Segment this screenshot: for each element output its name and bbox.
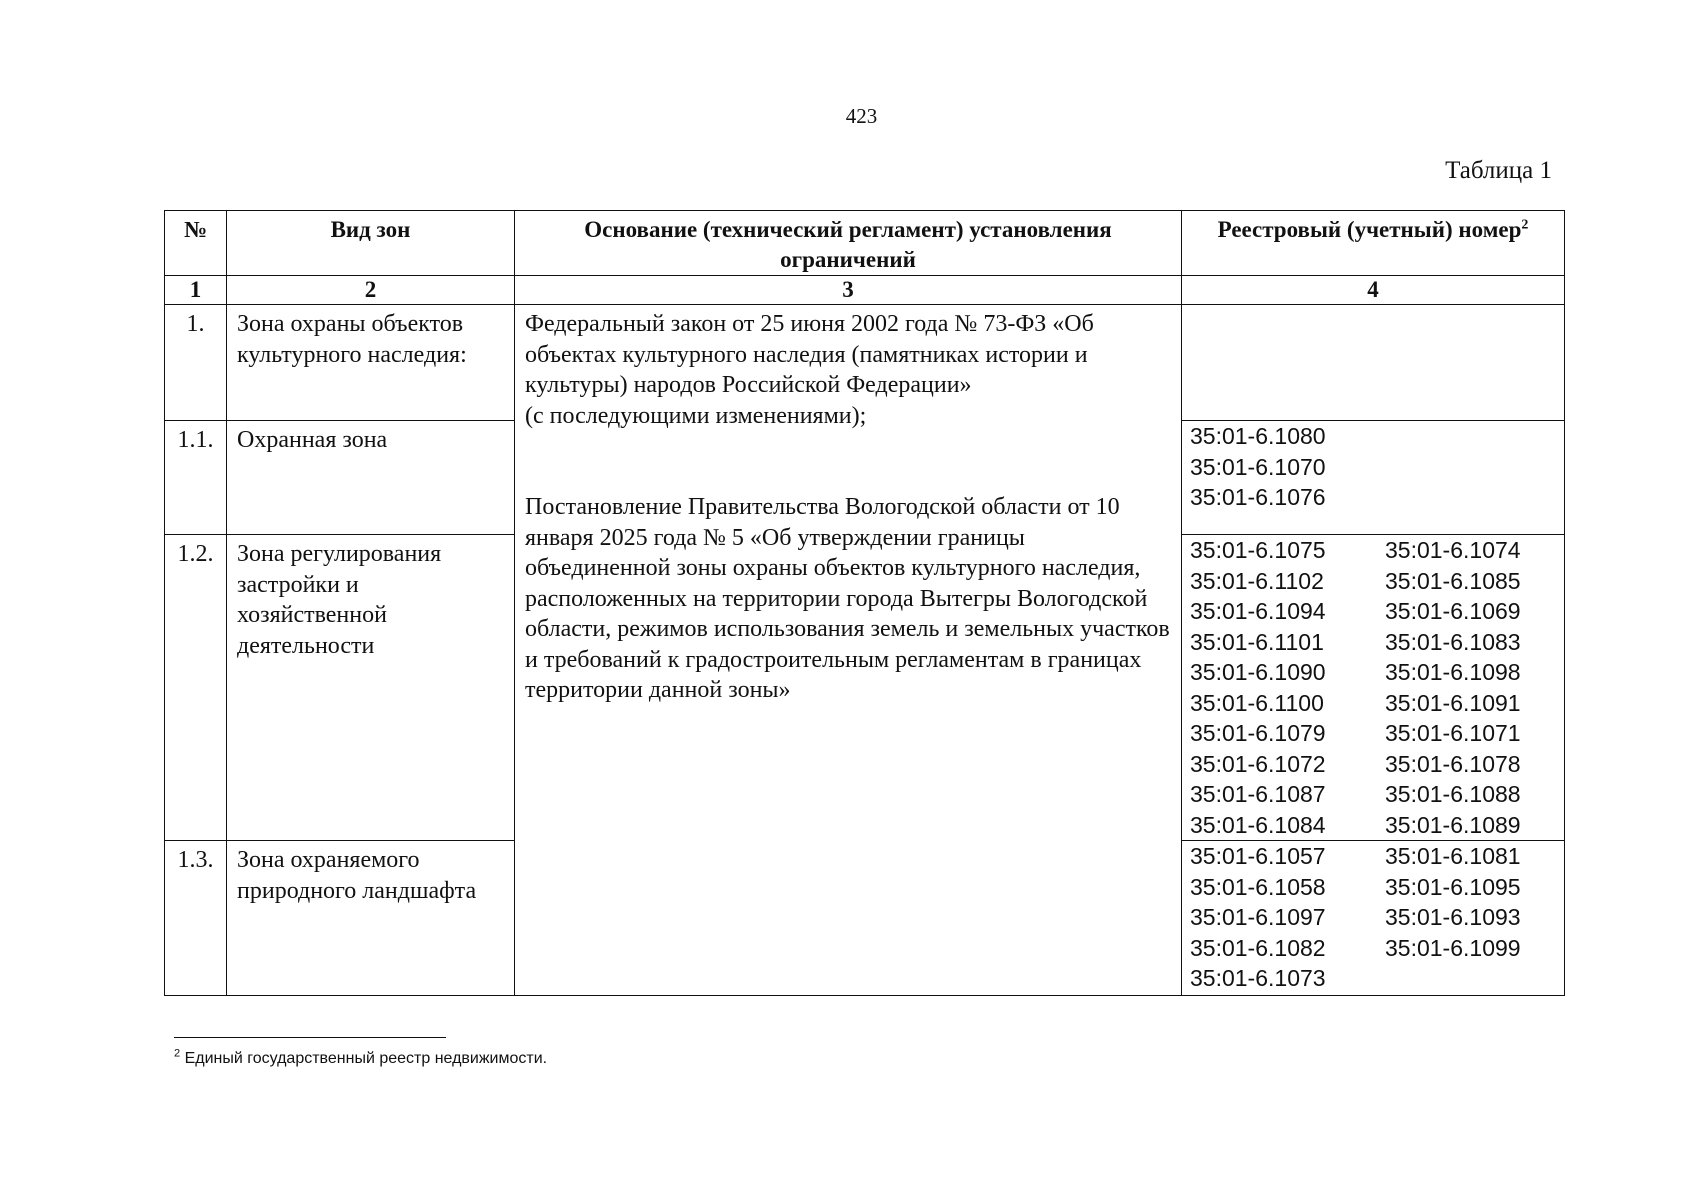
registry-number: 35:01-6.1081 bbox=[1385, 843, 1521, 869]
registry-cell bbox=[1182, 421, 1565, 535]
footnote-separator bbox=[174, 1037, 446, 1038]
column-number-row bbox=[165, 276, 1565, 305]
header-no: № bbox=[165, 211, 227, 276]
header-registry bbox=[1182, 211, 1565, 276]
registry-cell bbox=[1182, 841, 1565, 996]
footnote-text: Единый государственный реестр недвижимости. bbox=[184, 1050, 548, 1067]
registry-number: 35:01-6.1070 bbox=[1190, 453, 1326, 480]
header-row bbox=[165, 211, 1565, 276]
registry-number: 35:01-6.1080 bbox=[1190, 423, 1326, 449]
column-number: 4 bbox=[1182, 276, 1565, 305]
row-number: 1.2. bbox=[165, 535, 227, 841]
column-number: 1 bbox=[165, 276, 227, 305]
header-basis: Основание (технический регламент) установления ограничений bbox=[515, 211, 1182, 276]
basis-cell bbox=[515, 305, 1182, 996]
registry-number: 35:01-6.1079 bbox=[1190, 720, 1326, 746]
registry-number: 35:01-6.1083 bbox=[1385, 628, 1521, 655]
registry-number: 35:01-6.1057 bbox=[1190, 843, 1326, 869]
header-registry-label: Реестровый (учетный) номер bbox=[1217, 217, 1522, 242]
registry-number: 35:01-6.1087 bbox=[1190, 781, 1326, 807]
registry-number: 35:01-6.1097 bbox=[1190, 904, 1326, 930]
footnote-mark: 2 bbox=[174, 1047, 181, 1060]
registry-list bbox=[1190, 535, 1564, 840]
registry-cell-empty bbox=[1182, 305, 1565, 421]
footnote-ref: 2 bbox=[1521, 217, 1529, 233]
basis-resolution: Постановление Правительства Вологодской области от 10 января 2025 года № 5 «Об утверждении границы объединенной зоны охраны объектов культурного наследия, расположенных на территории города Вытегры Вологодской области, режимов использования земель и земельных участков и требований к градостроительным регламентам в границах территории данной зоны» bbox=[525, 494, 1170, 703]
zones-table bbox=[164, 210, 1565, 996]
page-number: 423 bbox=[845, 104, 878, 128]
registry-number: 35:01-6.1058 bbox=[1190, 873, 1326, 900]
registry-number: 35:01-6.1093 bbox=[1385, 904, 1521, 930]
registry-number: 35:01-6.1085 bbox=[1385, 567, 1521, 594]
registry-number: 35:01-6.1073 bbox=[1190, 965, 1326, 991]
zone-type: Зона регулирования застройки и хозяйственной деятельности bbox=[227, 535, 515, 841]
registry-list bbox=[1190, 841, 1564, 994]
registry-number: 35:01-6.1091 bbox=[1385, 689, 1521, 716]
basis-law-note: (с последующими изменениями); bbox=[525, 402, 867, 429]
column-number: 2 bbox=[227, 276, 515, 305]
row-number: 1.1. bbox=[165, 421, 227, 535]
table-row bbox=[165, 305, 1565, 421]
registry-number: 35:01-6.1098 bbox=[1385, 659, 1521, 685]
registry-number: 35:01-6.1102 bbox=[1190, 567, 1324, 594]
basis-law: Федеральный закон от 25 июня 2002 года № 73-ФЗ «Об объектах культурного наследия (памятниках истории и культуры) народов Российской Федерации» bbox=[525, 311, 1094, 398]
registry-number: 35:01-6.1088 bbox=[1385, 781, 1521, 807]
registry-number: 35:01-6.1100 bbox=[1190, 689, 1324, 716]
registry-list bbox=[1190, 421, 1564, 513]
row-number: 1.3. bbox=[165, 841, 227, 996]
header-type: Вид зон bbox=[227, 211, 515, 276]
registry-number: 35:01-6.1069 bbox=[1385, 598, 1521, 624]
registry-number: 35:01-6.1078 bbox=[1385, 750, 1521, 777]
registry-number: 35:01-6.1084 bbox=[1190, 811, 1326, 838]
registry-number: 35:01-6.1076 bbox=[1190, 484, 1326, 510]
registry-number: 35:01-6.1094 bbox=[1190, 598, 1326, 624]
registry-number: 35:01-6.1075 bbox=[1190, 537, 1326, 563]
registry-cell bbox=[1182, 535, 1565, 841]
registry-number: 35:01-6.1090 bbox=[1190, 659, 1326, 685]
column-number: 3 bbox=[515, 276, 1182, 305]
registry-number: 35:01-6.1082 bbox=[1190, 934, 1326, 961]
zone-type: Зона охраны объектов культурного наследия: bbox=[227, 305, 515, 421]
zone-type: Зона охраняемого природного ландшафта bbox=[227, 841, 515, 996]
row-number: 1. bbox=[165, 305, 227, 421]
footnote bbox=[174, 1047, 548, 1068]
registry-number: 35:01-6.1074 bbox=[1385, 537, 1521, 563]
registry-number: 35:01-6.1089 bbox=[1385, 811, 1521, 838]
registry-number: 35:01-6.1071 bbox=[1385, 720, 1521, 746]
registry-number: 35:01-6.1095 bbox=[1385, 873, 1521, 900]
registry-number: 35:01-6.1099 bbox=[1385, 934, 1521, 961]
table-caption: Таблица 1 bbox=[1445, 157, 1552, 184]
registry-number: 35:01-6.1072 bbox=[1190, 750, 1326, 777]
zone-type: Охранная зона bbox=[227, 421, 515, 535]
registry-number: 35:01-6.1101 bbox=[1190, 628, 1324, 655]
